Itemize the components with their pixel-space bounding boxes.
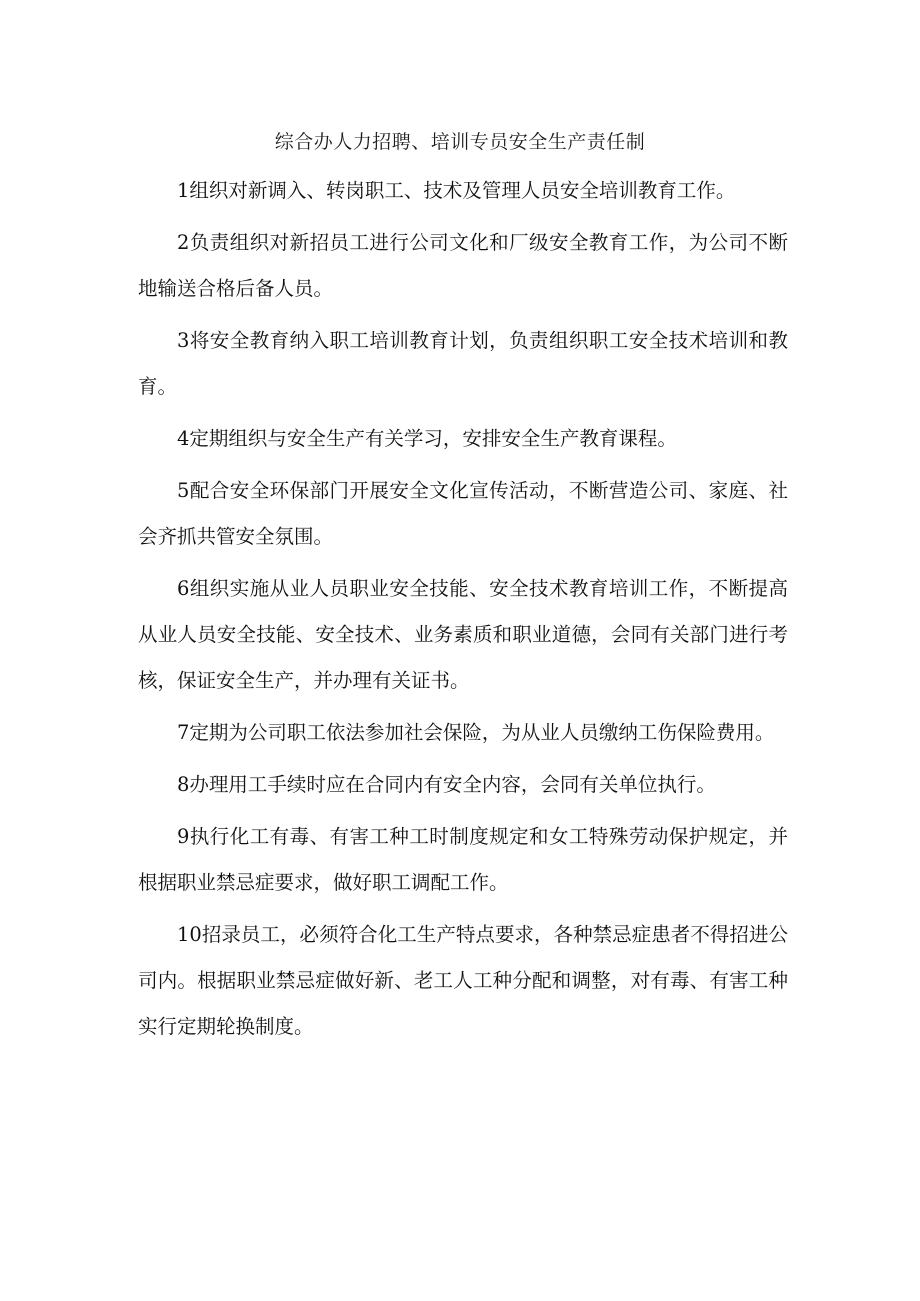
paragraph-9: 9执行化工有毒、有害工种工时制度规定和女工特殊劳动保护规定，并根据职业禁忌症要求，做好职工调配工作。 bbox=[138, 825, 788, 894]
document-title: 综合办人力招聘、培训专员安全生产责任制 bbox=[274, 131, 646, 153]
paragraph-4: 4定期组织与安全生产有关学习，安排安全生产教育课程。 bbox=[177, 427, 677, 450]
paragraph-8: 8办理用工手续时应在合同内有安全内容，会同有关单位执行。 bbox=[177, 773, 716, 796]
paragraph-10: 10招录员工，必须符合化工生产特点要求，各种禁忌症患者不得招进公司内。根据职业禁忌症做好新、老工人工种分配和调整，对有毒、有害工种实行定期轮换制度。 bbox=[138, 923, 788, 1038]
paragraph-1: 1组织对新调入、转岗职工、技术及管理人员安全培训教育工作。 bbox=[177, 179, 736, 202]
document-body bbox=[138, 168, 788, 1056]
paragraph-2: 2负责组织对新招员工进行公司文化和厂级安全教育工作，为公司不断地输送合格后备人员。 bbox=[138, 231, 788, 300]
paragraph-3: 3将安全教育纳入职工培训教育计划，负责组织职工安全技术培训和教育。 bbox=[138, 329, 788, 398]
paragraph-5: 5配合安全环保部门开展安全文化宣传活动，不断营造公司、家庭、社会齐抓共管安全氛围。 bbox=[138, 479, 788, 548]
paragraph-7: 7定期为公司职工依法参加社会保险，为从业人员缴纳工伤保险费用。 bbox=[177, 721, 775, 744]
paragraph-6: 6组织实施从业人员职业安全技能、安全技术教育培训工作，不断提高从业人员安全技能、安全技术、业务素质和职业道德，会同有关部门进行考核，保证安全生产，并办理有关证书。 bbox=[138, 577, 788, 692]
